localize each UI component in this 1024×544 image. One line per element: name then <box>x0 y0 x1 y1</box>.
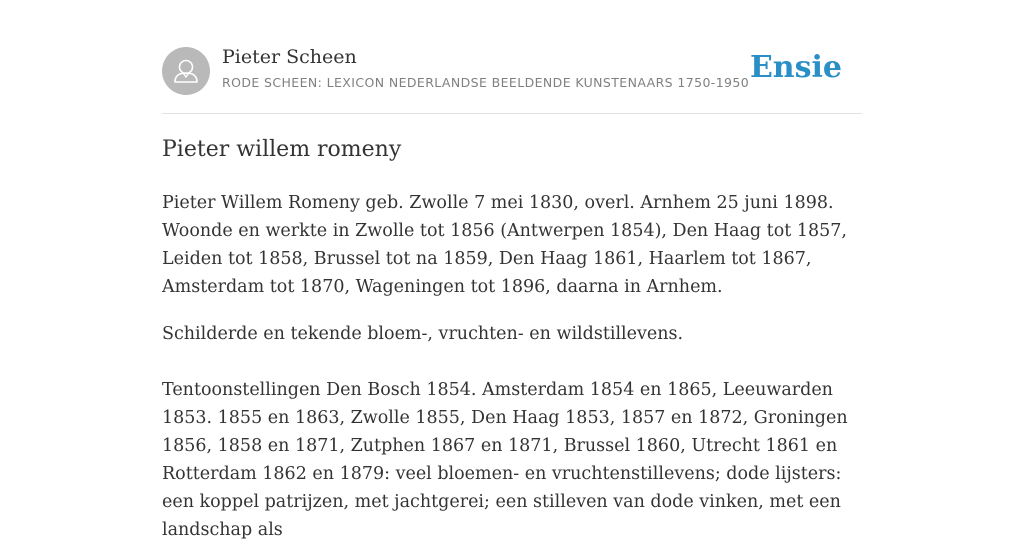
article-paragraph: Schilderde en tekende bloem-, vruchten- en wildstillevens. <box>162 324 684 344</box>
ensie-logo-link[interactable]: Ensie <box>749 50 842 85</box>
article-paragraph: Tentoonstellingen Den Bosch 1854. Amsterdam 1854 en 1865, Leeuwarden 1853. 1855 en 1863, Zwolle 1855, Den Haag 1853, 1857 en 1872, Groningen 1856, 1858 en 1871, Zutphen 1867 en 1871, Brussel 1860, Utrecht 1861 en Rotterdam 1862 en 1879: veel bloemen- en vruchtenstillevens; dode lijsters: een koppel patrijzen, met jachtgerei; een stilleven van dode vinken, met een landschap als <box>162 380 848 540</box>
user-silhouette-icon <box>162 47 210 95</box>
author-avatar[interactable] <box>162 47 210 95</box>
author-name[interactable]: Pieter Scheen <box>222 46 357 68</box>
article-header <box>162 0 862 114</box>
content-column <box>162 0 862 540</box>
source-title[interactable]: RODE SCHEEN: LEXICON NEDERLANDSE BEELDENDE KUNSTENAARS 1750-1950 <box>222 75 750 90</box>
article-body <box>162 189 862 544</box>
article-title: Pieter willem romeny <box>162 137 402 162</box>
article-paragraph: Pieter Willem Romeny geb. Zwolle 7 mei 1830, overl. Arnhem 25 juni 1898. Woonde en werkte in Zwolle tot 1856 (Antwerpen 1854), Den Haag tot 1857, Leiden tot 1858, Brussel tot na 1859, Den Haag 1861, Haarlem tot 1867, Amsterdam tot 1870, Wageningen tot 1896, daarna in Arnhem. <box>162 193 847 297</box>
